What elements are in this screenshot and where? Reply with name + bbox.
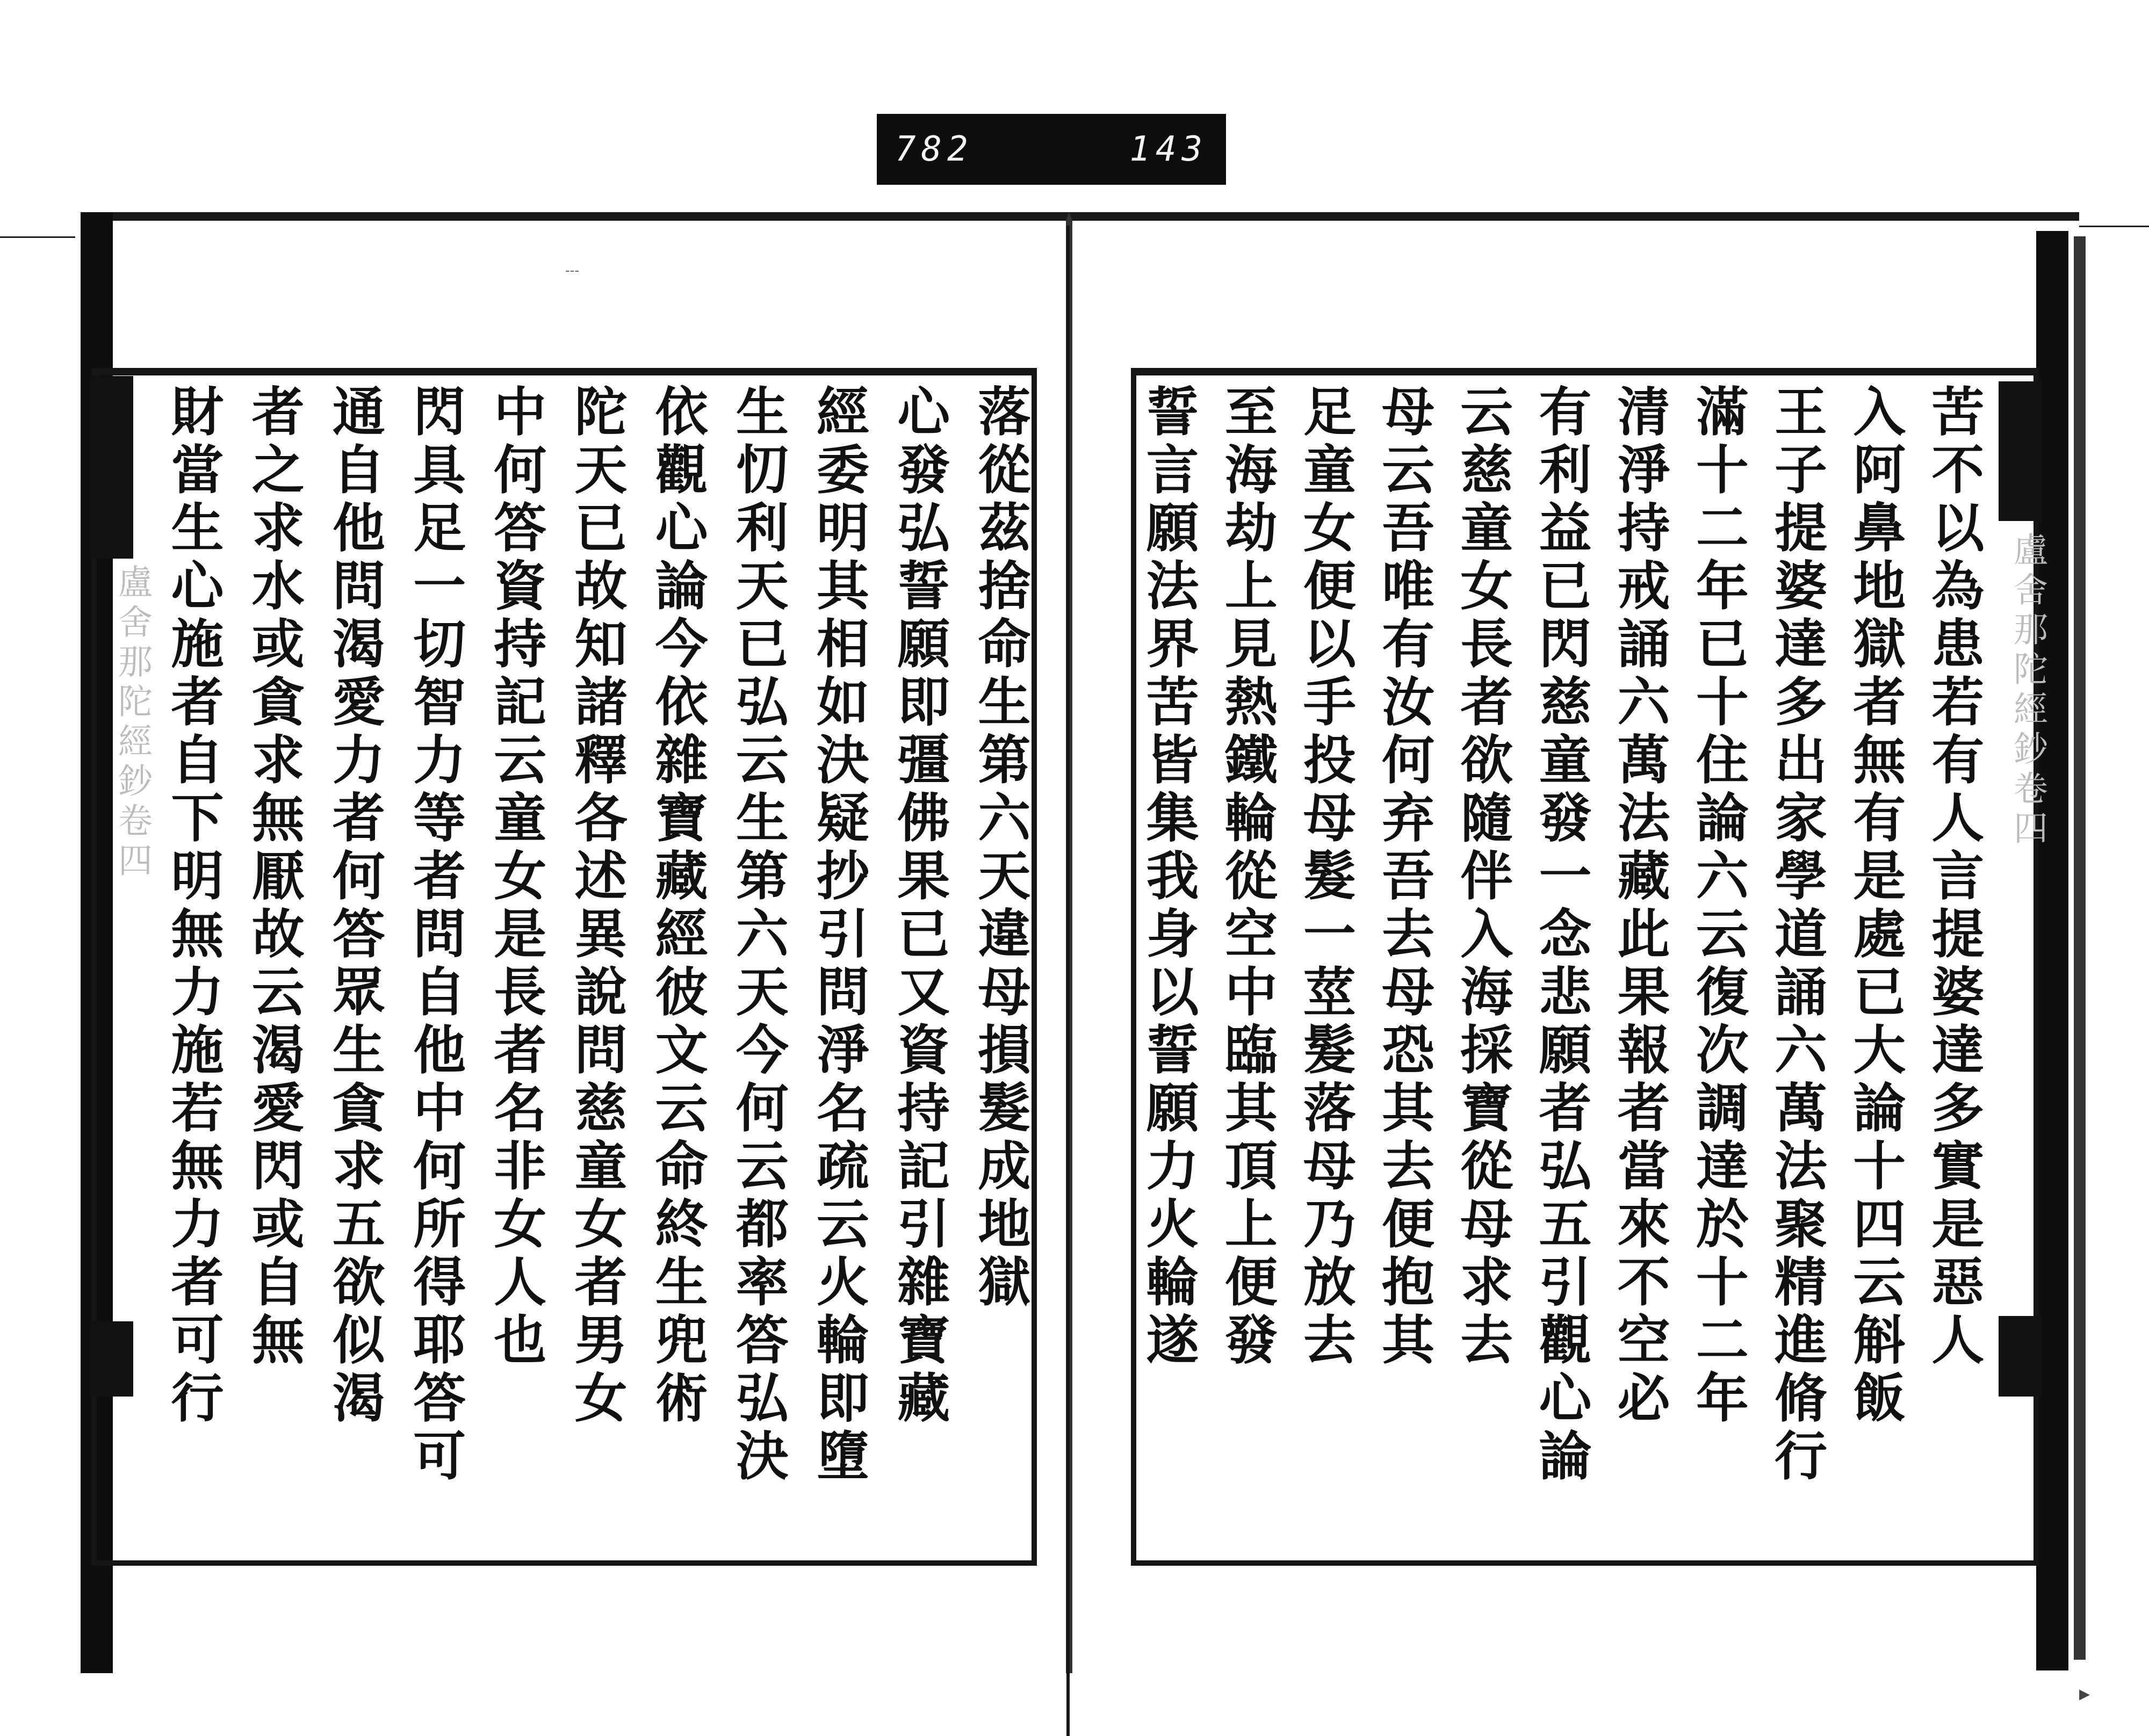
text-column: 有利益已閃慈童發一念悲願者弘五引觀心論 xyxy=(1530,384,1592,1486)
text-column: 母云吾唯有汝何弃吾去母恐其去便抱其 xyxy=(1373,384,1435,1370)
text-column: 依觀心論今依雜寶藏經彼文云命終生兜術 xyxy=(646,384,709,1428)
text-column: 閃具足一切智力等者問自他中何所得耶答可 xyxy=(404,384,466,1486)
frame-number-plate xyxy=(877,114,1226,185)
top-smudge-mark: ﹉ xyxy=(561,268,583,293)
text-column: 足童女便以手投母髮一莖髮落母乃放去 xyxy=(1294,384,1357,1370)
right-margin-title: 盧舍那陀經鈔卷四 xyxy=(2008,532,2047,850)
text-column: 至海劫上見熱鐵輪從空中臨其頂上便發 xyxy=(1216,384,1278,1370)
text-column: 心發弘誓願即彊佛果已又資持記引雜寶藏 xyxy=(888,384,950,1428)
text-column: 王子提婆達多出家學道誦六萬法聚精進脩行 xyxy=(1765,384,1828,1486)
left-page-columns xyxy=(162,384,1031,1550)
frame-number-left: 782 xyxy=(895,129,973,169)
text-column: 誓言願法界苦皆集我身以誓願力火輪遂 xyxy=(1137,384,1199,1370)
text-column: 者之求水或貪求無厭故云渴愛閃或自無 xyxy=(243,384,305,1370)
bottom-corner-mark: ▸ xyxy=(2079,1681,2090,1706)
frame-number-right: 143 xyxy=(1129,129,1208,169)
right-book-edge-outer xyxy=(2074,236,2086,1660)
right-page-columns xyxy=(1137,384,1985,1550)
scan-edge-right xyxy=(2074,226,2149,227)
right-gutter-tab-top xyxy=(1999,381,2042,521)
text-column: 通自他問渴愛力者何答眾生貪求五欲似渴 xyxy=(323,384,386,1428)
text-column: 財當生心施者自下明無力施若無力者可行 xyxy=(162,384,224,1428)
text-column: 中何答資持記云童女是長者名非女人也 xyxy=(485,384,547,1370)
text-column: 經委明其相如決疑抄引問淨名疏云火輪即墮 xyxy=(807,384,870,1486)
text-column: 苦不以為患若有人言提婆達多實是惡人 xyxy=(1922,384,1985,1370)
scan-edge-left xyxy=(0,236,75,238)
text-column: 陀天已故知諸釋各述異說問慈童女者男女 xyxy=(565,384,628,1428)
text-column: 清淨持戒誦六萬法藏此果報者當來不空必 xyxy=(1609,384,1671,1428)
left-gutter-tab-bottom xyxy=(90,1321,133,1397)
left-gutter-tab-top xyxy=(90,376,133,559)
text-column: 云慈童女長者欲隨伴入海採寶從母求去 xyxy=(1451,384,1513,1370)
right-gutter-tab-bottom xyxy=(1999,1316,2042,1397)
left-margin-title: 盧舍那陀經鈔卷四 xyxy=(112,564,152,882)
text-column: 落從茲捨命生第六天違母損髮成地獄 xyxy=(969,384,1031,1312)
text-column: 滿十二年已十住論六云復次調達於十二年 xyxy=(1687,384,1749,1428)
text-column: 入阿鼻地獄者無有是處已大論十四云斛飯 xyxy=(1844,384,1906,1428)
spine-crease xyxy=(1066,226,1070,1736)
text-column: 生忉利天已弘云生第六天今何云都率答弘決 xyxy=(727,384,789,1486)
